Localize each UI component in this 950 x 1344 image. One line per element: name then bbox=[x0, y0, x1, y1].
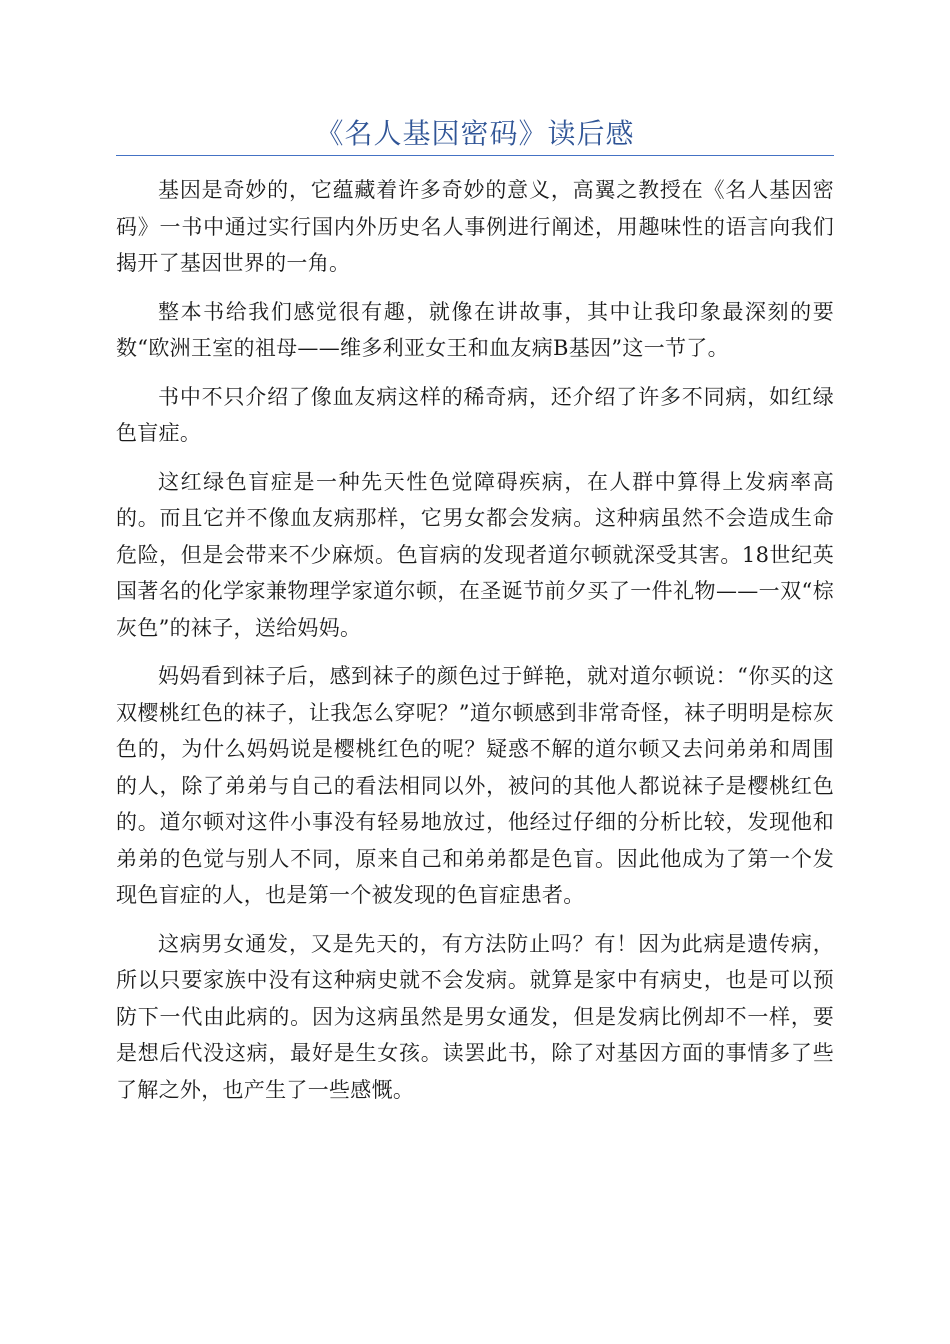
paragraph-1: 基因是奇妙的，它蕴藏着许多奇妙的意义，高翼之教授在《名人基因密码》一书中通过实行国内外历史名人事例进行阐述，用趣味性的语言向我们揭开了基因世界的一角。 bbox=[116, 178, 834, 275]
paragraph-3: 书中不只介绍了像血友病这样的稀奇病，还介绍了许多不同病，如红绿色盲症。 bbox=[116, 384, 834, 445]
paragraph-5: 妈妈看到袜子后，感到袜子的颜色过于鲜艳，就对道尔顿说：“你买的这双樱桃红色的袜子，让我怎么穿呢？”道尔顿感到非常奇怪，袜子明明是棕灰色的，为什么妈妈说是樱桃红色的呢？疑惑不解的道尔顿又去问弟弟和周围的人，除了弟弟与自己的看法相同以外，被问的其他人都说袜子是樱桃红色的。道尔顿对这件小事没有轻易地放过，他经过仔细的分析比较，发现他和弟弟的色觉与别人不同，原来自己和弟弟都是色盲。因此他成为了第一个发现色盲症的人，也是第一个被发现的色盲症患者。 bbox=[116, 664, 834, 907]
paragraph-4: 这红绿色盲症是一种先天性色觉障碍疾病，在人群中算得上发病率高的。而且它并不像血友病那样，它男女都会发病。这种病虽然不会造成生命危险，但是会带来不少麻烦。色盲病的发现者道尔顿就深受其害。18世纪英国著名的化学家兼物理学家道尔顿，在圣诞节前夕买了一件礼物——一双“棕灰色”的袜子，送给妈妈。 bbox=[116, 469, 834, 640]
document-body bbox=[116, 172, 834, 1120]
paragraph-2: 整本书给我们感觉很有趣，就像在讲故事，其中让我印象最深刻的要数“欧洲王室的祖母——维多利亚女王和血友病B基因”这一节了。 bbox=[116, 299, 834, 360]
document-title: 《名人基因密码》读后感 bbox=[315, 117, 635, 150]
paragraph-6: 这病男女通发，又是先天的，有方法防止吗？有！因为此病是遗传病，所以只要家族中没有这种病史就不会发病。就算是家中有病史，也是可以预防下一代由此病的。因为这病虽然是男女通发，但是发病比例却不一样，要是想后代没这病，最好是生女孩。读罢此书，除了对基因方面的事情多了些了解之外，也产生了一些感慨。 bbox=[116, 931, 834, 1102]
title-underline bbox=[116, 155, 834, 156]
